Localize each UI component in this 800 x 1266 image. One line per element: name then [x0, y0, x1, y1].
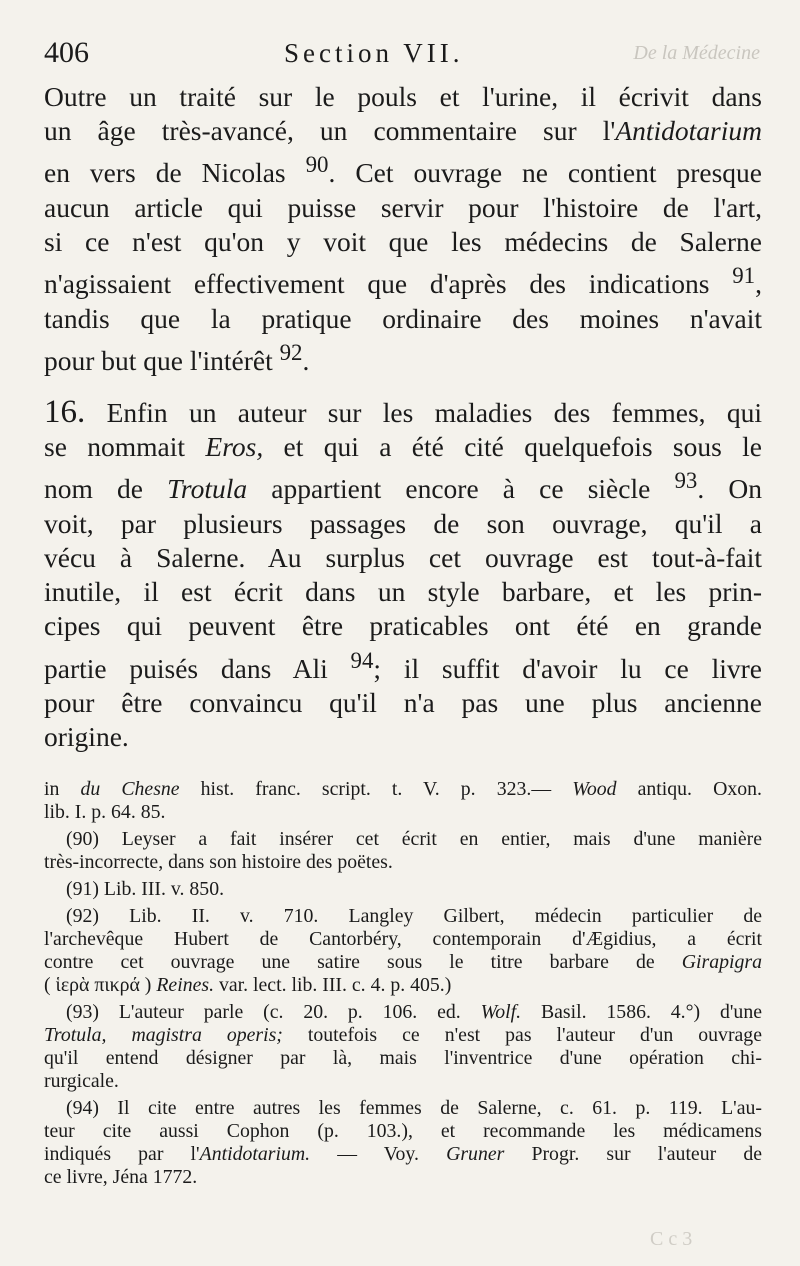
text-line: vécu à Salerne. Au surplus cet ouvrage est tout-à-fait — [44, 541, 762, 573]
text-line: inutile, il est écrit dans un style barbare, et les prin- — [44, 576, 762, 608]
running-head: Section VII. — [284, 38, 464, 68]
footnotes — [44, 778, 762, 1193]
footnote-ref: 94 — [350, 647, 374, 673]
text-line: pour être convaincu qu'il n'a pas une plus ancienne — [44, 686, 762, 718]
text-line: aucun article qui puisse servir pour l'histoire de l'art, — [44, 191, 762, 223]
bleed-through-text: De la Médecine — [633, 42, 760, 64]
footnote-ref: 91 — [732, 263, 756, 289]
text-line: voit, par plusieurs passages de son ouvrage, qu'il a — [44, 507, 762, 539]
text-line: origine. — [44, 721, 129, 753]
footnote-continuation: in du Chesne hist. franc. script. t. V. p. 323.— Wood antiqu. Oxon. lib. I. p. 64. 85. — [44, 778, 762, 823]
footnote-ref: 92 — [279, 339, 303, 365]
text-line: en vers de Nicolas $^{90}$. Cet ouvrage ne contient presque — [44, 152, 762, 189]
footnote-91: (91) Lib. III. v. 850. — [66, 878, 225, 900]
text-line: se nommait Eros, et qui a été cité quelquefois sous le — [44, 431, 762, 463]
text-line: tandis que la pratique ordinaire des moines n'avait — [44, 302, 762, 334]
page-number: 406 — [44, 36, 89, 69]
text-line: partie puisés dans Ali $^{94}$; il suffit d'avoir lu ce livre — [44, 647, 762, 684]
footnote-93: (93) L'auteur parle (c. 20. p. 106. ed. Wolf. Basil. 1586. 4.°) d'une Trotula, magistra operis; toutefois ce n'est pas l'auteur d'un ouvrage qu'il entend désigner par là, mais l'inventrice d'une opération chi- rurgicale. — [44, 1001, 762, 1092]
text-line: Outre un traité sur le pouls et l'urine, il écrivit dans — [44, 81, 762, 112]
page-header — [44, 36, 760, 76]
section-number: 16. — [44, 394, 86, 430]
footnote-92: (92) Lib. II. v. 710. Langley Gilbert, médecin particulier de l'archevêque Hubert de Cantorbéry, contemporain d'Ægidius, a écrit contre cet ouvrage une satire sous le titre barbare de Girapigra ( ἱερὰ πικρά ) Reines. var. lect. lib. III. c. 4. p. 405.) — [44, 905, 762, 996]
footnote-90: (90) Leyser a fait insérer cet écrit en entier, mais d'une manière très-incorrecte, dans son histoire des poëtes. — [44, 828, 762, 873]
footnote-ref: 90 — [305, 152, 329, 178]
text-line: un âge très-avancé, un commentaire sur l'Antidotarium — [44, 115, 762, 147]
footnote-94: (94) Il cite entre autres les femmes de Salerne, c. 61. p. 119. L'au- teur cite aussi Cophon (p. 103.), et recommande les médicamens indiqués par l'Antidotarium. — Voy. Gruner Progr. sur l'auteur de ce livre, Jéna 1772. — [44, 1097, 762, 1188]
paragraph-2 — [44, 395, 762, 754]
text-line: n'agissaient effectivement que d'après des indications $^{91}$, — [44, 263, 762, 300]
signature-mark: C c 3 — [650, 1228, 693, 1250]
text-line: 16. Enfin un auteur sur les maladies des femmes, qui — [44, 394, 762, 430]
text-line: pour but que l'intérêt $^{92}$. — [44, 339, 310, 376]
text-line: cipes qui peuvent être praticables ont été en grande — [44, 610, 762, 642]
text-line: nom de Trotula appartient encore à ce siècle $^{93}$. On — [44, 468, 762, 505]
text-line: si ce n'est qu'on y voit que les médecins de Salerne — [44, 225, 762, 257]
paragraph-1 — [44, 80, 762, 378]
footnote-ref: 93 — [674, 468, 698, 494]
